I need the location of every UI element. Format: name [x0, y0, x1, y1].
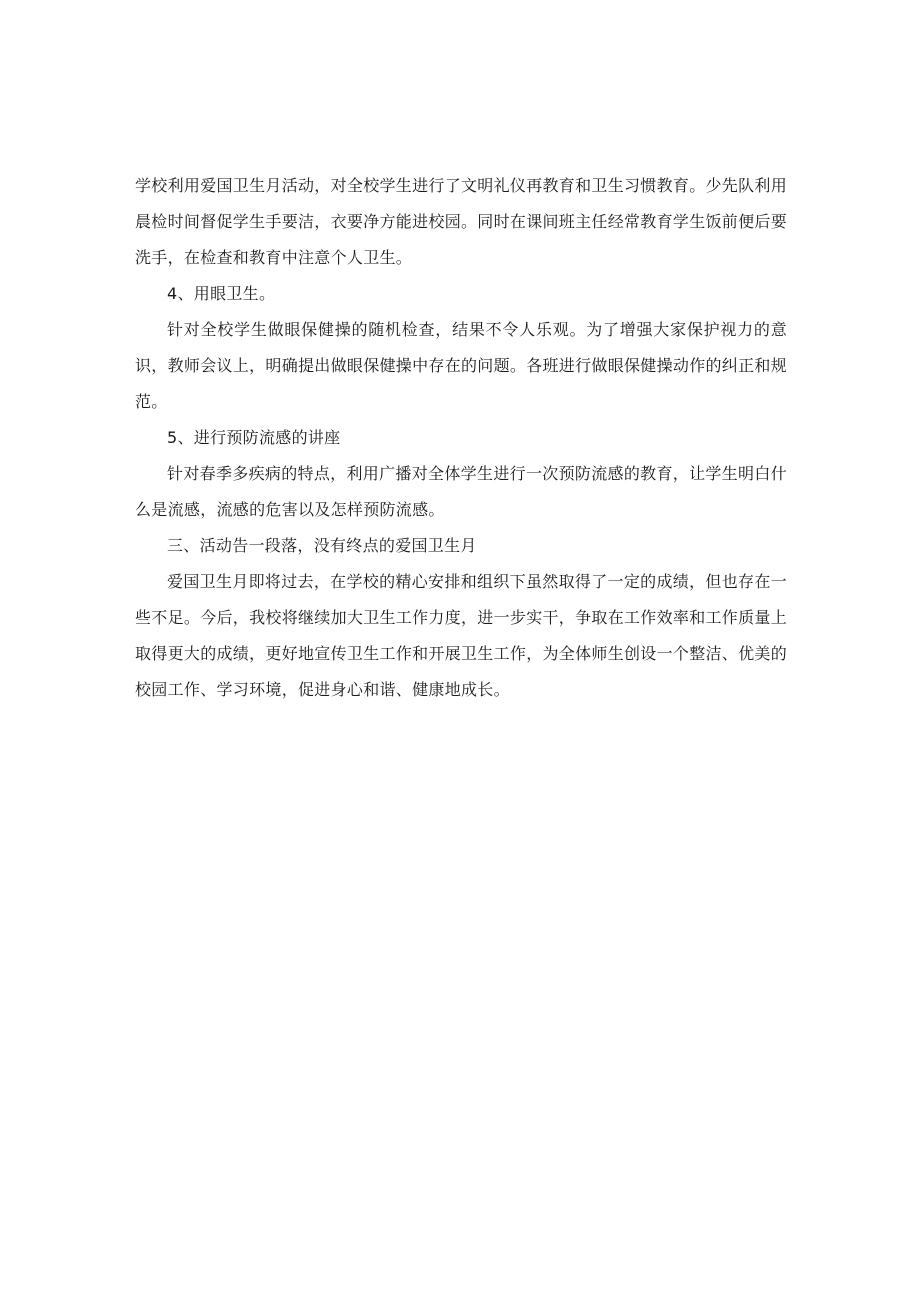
section-heading-eye-hygiene: 4、用眼卫生。 [167, 284, 276, 303]
paragraph-hygiene-education: 学校利用爱国卫生月活动，对全校学生进行了文明礼仪再教育和卫生习惯教育。少先队利用晨检时间督促学生手要洁，衣要净方能进校园。同时在课间班主任经常教育学生饭前便后要洗手，在检查和教育中注意个人卫生。 [135, 176, 788, 267]
document-body [135, 168, 787, 708]
paragraph-flu-prevention: 针对春季多疾病的特点，利用广播对全体学生进行一次预防流感的教育，让学生明白什么是流感，流感的危害以及怎样预防流感。 [135, 464, 787, 519]
paragraph-eye-exercises: 针对全校学生做眼保健操的随机检查，结果不令人乐观。为了增强大家保护视力的意识，教师会议上，明确提出做眼保健操中存在的问题。各班进行做眼保健操动作的纠正和规范。 [135, 320, 788, 411]
paragraph-conclusion: 爱国卫生月即将过去，在学校的精心安排和组织下虽然取得了一定的成绩，但也存在一些不足。今后，我校将继续加大卫生工作力度，进一步实干，争取在工作效率和工作质量上取得更大的成绩，更好地宣传卫生工作和开展卫生工作，为全体师生创设一个整洁、优美的校园工作、学习环境，促进身心和谐、健康地成长。 [135, 572, 788, 699]
section-heading-flu-lecture: 5、进行预防流感的讲座 [167, 428, 341, 447]
section-heading-conclusion: 三、活动告一段落，没有终点的爱国卫生月 [167, 536, 477, 555]
